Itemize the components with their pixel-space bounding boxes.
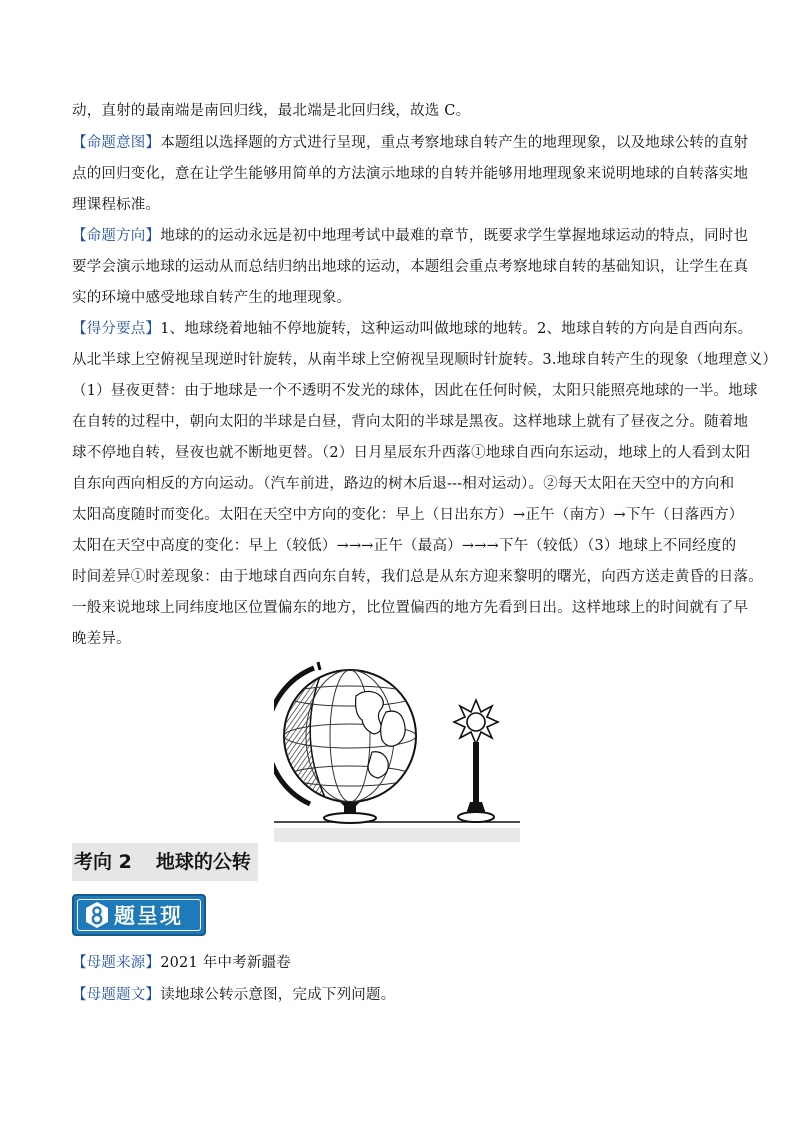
keypoints-line-11: 晚差异。 [72, 631, 131, 647]
intent-line-3: 理课程标准。 [72, 197, 161, 213]
source-tag: 【母题来源】 [72, 955, 161, 971]
section-header [72, 843, 258, 881]
source-text: 2021 年中考新疆卷 [160, 955, 291, 971]
intent-tag: 【命题意图】 [72, 135, 161, 151]
direction-line-2: 要学会演示地球的运动从而总结归纳出地球的运动，本题组会重点考察地球自转的基础知识，让学生在真 [72, 259, 749, 275]
intent-line-2: 点的回归变化，意在让学生能够用简单的方法演示地球的自转并能够用地理现象来说明地球的自转落实地 [72, 166, 749, 182]
keypoints-line-9: 时间差异①时差现象：由于地球自西向东自转，我们总是从东方迎来黎明的曙光，向西方送走黄昏的日落。 [72, 569, 763, 585]
question-tag: 【母题题文】 [72, 987, 161, 1003]
intent-line-1: 本题组以选择题的方式进行呈现，重点考察地球自转产生的地理现象，以及地球公转的直射 [160, 135, 749, 151]
keypoints-line-7: 太阳高度随时而变化。太阳在天空中方向的变化：早上（日出东方）→正午（南方）→下午（日落西方） [72, 507, 744, 523]
direction-line-1: 地球的的运动永远是初中地理考试中最难的章节，既要求学生掌握地球运动的特点，同时也 [160, 228, 749, 244]
text-line [72, 314, 753, 345]
direction-paragraph [72, 221, 749, 314]
section-title: 地球的公转 [155, 851, 251, 873]
direction-line-3: 实的环境中感受地球自转产生的地理现象。 [72, 290, 352, 306]
keypoints-tag: 【得分要点】 [72, 321, 161, 337]
section-number: 考向 2 [74, 851, 132, 873]
sun-lamp-icon [454, 700, 498, 822]
keypoints-line-6: 自东向西向相反的方向运动。（汽车前进，路边的树木后退---相对运动）。②每天太阳在天空中的方向和 [72, 476, 735, 492]
keypoints-line-1: 1、地球绕着地轴不停地旋转，这种运动叫做地球的地转。2、地球自转的方向是自西向东。 [160, 321, 753, 337]
globe-sun-illustration [274, 656, 520, 842]
globe-icon [274, 662, 416, 823]
badge-label: 题呈现 [114, 904, 183, 928]
text-line [72, 980, 724, 1011]
keypoints-line-8: 太阳在天空中高度的变化：早上（较低）→→→正午（最高）→→→下午（较低）（3）地球上不同经度的 [72, 538, 737, 554]
question-text: 读地球公转示意图，完成下列问题。 [160, 987, 396, 1003]
keypoints-line-10: 一般来说地球上同纬度地区位置偏东的地方，比位置偏西的地方先看到日出。这样地球上的时间就有了早 [72, 600, 749, 616]
keypoints-line-3: （1）昼夜更替：由于地球是一个不透明不发光的球体，因此在任何时候，太阳只能照亮地球的一半。地球 [72, 383, 758, 399]
text-line [72, 948, 724, 979]
keypoints-line-5: 球不停地自转，昼夜也就不断地更替。（2）日月星辰东升西落①地球自西向东运动，地球上的人看到太阳 [72, 445, 751, 461]
direction-tag: 【命题方向】 [72, 228, 161, 244]
text-line: 动，直射的最南端是南回归线，最北端是北回归线，故选 C。 [72, 103, 471, 119]
intent-paragraph [72, 128, 749, 221]
text-line [72, 128, 749, 159]
source-paragraph [72, 948, 724, 979]
globe-and-sun-figure [274, 656, 520, 842]
question-badge [72, 894, 206, 936]
text-line [72, 221, 749, 252]
base-strip [274, 828, 520, 842]
keypoints-line-4: 在自转的过程中，朝向太阳的半球是白昼，背向太阳的半球是黑夜。这样地球上就有了昼夜之分。随着地 [72, 414, 749, 430]
keypoints-line-2: 从北半球上空俯视呈现逆时针旋转，从南半球上空俯视呈现顺时针旋转。3.地球自转产生的现象（地理意义） [72, 352, 778, 368]
keypoints-paragraph [72, 314, 778, 655]
question-paragraph [72, 980, 724, 1011]
answer-tail-paragraph [72, 96, 724, 127]
badge-hexagon-icon [84, 901, 110, 929]
